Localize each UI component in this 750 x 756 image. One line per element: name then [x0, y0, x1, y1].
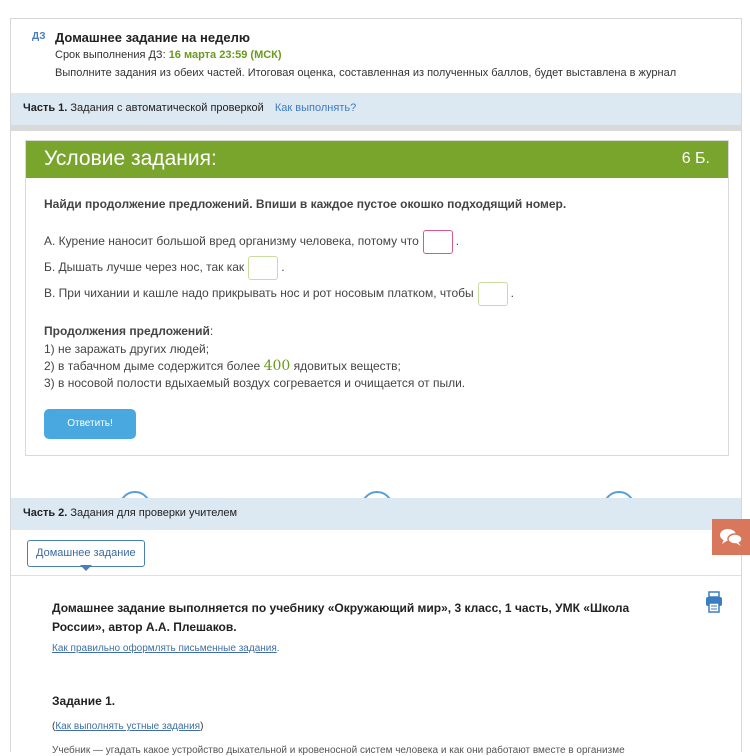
printer-icon[interactable]: [705, 591, 723, 613]
task-question: Найди продолжение предложений. Впиши в каждое пустое окошко подходящий номер.: [44, 197, 567, 211]
continuation-3: 3) в носовой полости вдыхаемый воздух согревается и очищается от пыли.: [44, 376, 466, 390]
part1-label: Часть 1.: [23, 102, 68, 114]
homework-title: Домашнее задание на неделю: [55, 30, 250, 45]
answer-input-b[interactable]: [248, 256, 278, 280]
sentence-c-text: В. При чихании и кашле надо прикрывать нос и рот носовым платком, чтобы: [44, 286, 474, 301]
part2-bar: [11, 498, 741, 530]
task1-text: Учебник — угадать какое устройство дыхательной и кровеносной систем человека и как они работают вместе в организме: [52, 745, 625, 756]
divider-strip: [11, 125, 741, 131]
part1-bar: [11, 93, 741, 125]
continuation-2: [44, 358, 401, 374]
deadline: [55, 49, 282, 61]
sentence-a-text: А. Курение наносит большой вред организму человека, потому что: [44, 234, 419, 249]
continuation-2-text: 2) в табачном дыме содержится более: [44, 359, 261, 373]
homework-info: Домашнее задание выполняется по учебнику «Окружающий мир», 3 класс, 1 часть, УМК «Школа России», автор А.А. Плешаков.: [52, 601, 630, 634]
homework-header: [11, 19, 741, 93]
task-points: 6 Б.: [681, 150, 710, 167]
task-header: [26, 141, 728, 178]
part2-label: Часть 2.: [23, 507, 68, 519]
rules-link[interactable]: Как правильно оформлять письменные задания: [52, 643, 277, 654]
tab-homework[interactable]: Домашнее задание: [27, 540, 145, 567]
sentence-a: А. Курение наносит большой вред организму человека, потому что .: [44, 230, 459, 254]
answer-input-a[interactable]: [423, 230, 453, 254]
rules-link-wrap: Как правильно оформлять письменные задания.: [52, 643, 280, 654]
part1-text: Задания с автоматической проверкой: [70, 102, 264, 114]
chat-button[interactable]: [712, 519, 750, 555]
deadline-value: 16 марта 23:59 (МСК): [168, 49, 282, 61]
task-card: [25, 140, 729, 456]
oral-link-wrap: (Как выполнять устные задания): [52, 721, 204, 732]
answer-input-c[interactable]: [478, 282, 508, 306]
tab-pointer: [80, 565, 92, 571]
task-heading: Условие задания:: [44, 147, 217, 170]
part2-text: Задания для проверки учителем: [70, 507, 238, 519]
sentence-c: В. При чихании и кашле надо прикрывать нос и рот носовым платком, чтобы .: [44, 282, 514, 306]
continuations-title: Продолжения предложений:: [44, 324, 214, 338]
chat-icon: [712, 519, 750, 555]
sentence-b: Б. Дышать лучше через нос, так как .: [44, 256, 285, 280]
task1-title: Задание 1.: [52, 694, 116, 708]
dz-tag: ДЗ: [32, 31, 46, 42]
homework-note: Выполните задания из обеих частей. Итоговая оценка, составленная из полученных баллов, будет выставлена в журнал: [55, 67, 677, 79]
how-to-link[interactable]: Как выполнять?: [274, 102, 357, 114]
oral-tasks-link[interactable]: Как выполнять устные задания: [55, 721, 201, 732]
sentence-b-text: Б. Дышать лучше через нос, так как: [44, 260, 245, 275]
continuation-1: 1) не заражать других людей;: [44, 342, 210, 356]
continuation-2-tail: ядовитых веществ;: [290, 359, 401, 373]
page-frame: [10, 18, 742, 756]
deadline-label: Срок выполнения ДЗ:: [55, 49, 169, 61]
number-400: 400: [263, 358, 291, 374]
answer-button[interactable]: Ответить!: [44, 409, 136, 439]
homework-divider: [11, 575, 741, 576]
